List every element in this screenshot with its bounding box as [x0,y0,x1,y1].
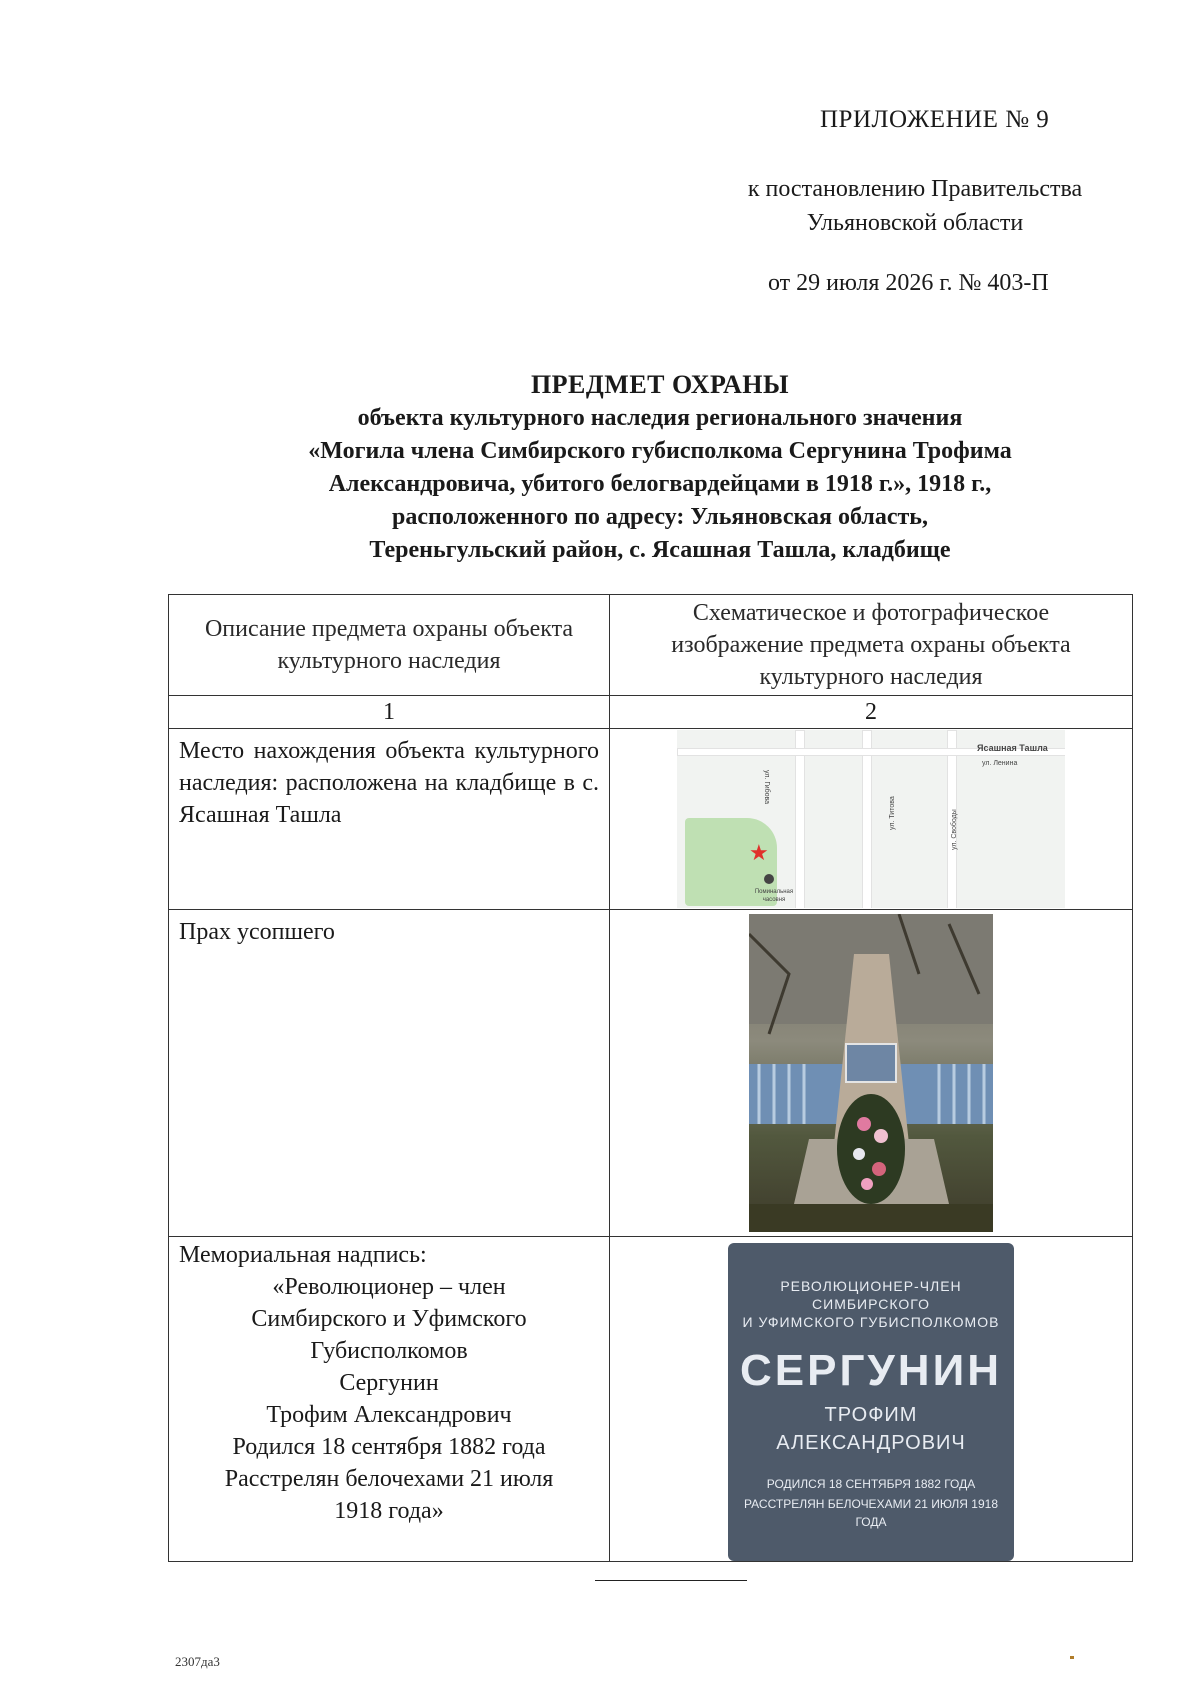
red-star-icon: ★ [749,840,769,865]
inscription-line: Симбирского и Уфимского [251,1306,527,1332]
plaque-surname: СЕРГУНИН [740,1346,1002,1395]
memorial-plaque-photo [728,1243,1014,1561]
chapel-icon [764,874,774,884]
location-map-cell [610,729,1133,910]
table-row [169,729,1133,910]
document-heading [160,368,1160,567]
table-number-row [169,696,1133,729]
plaque-line: РЕВОЛЮЦИОНЕР-ЧЛЕН СИМБИРСКОГО [780,1278,962,1312]
street-road [862,730,872,908]
appendix-subtitle [690,172,1140,240]
street-label: ул. Титова [889,796,896,830]
footer-code: 2307да3 [175,1654,220,1669]
heading-line: Александровича, убитого белогвардейцами в 1918 г.», 1918 г., [328,471,992,497]
heading-line: объекта культурного наследия регионального значения [357,405,963,431]
table-header-description: Описание предмета охраны объекта культурного наследия [169,595,610,696]
protection-table [168,594,1133,1562]
inscription-line: Трофим Александрович [266,1402,512,1428]
location-map [677,730,1065,908]
grave-photo [749,914,993,1232]
heading-line: Тереньгульский район, с. Ясашная Ташла, кладбище [369,537,951,563]
plaque-died: РАССТРЕЛЯН БЕЛОЧЕХАМИ 21 ИЮЛЯ 1918 ГОДА [743,1497,998,1529]
scan-mark [1070,1656,1074,1659]
street-road [795,730,805,908]
heading-line: «Могила члена Симбирского губисполкома Сергунина Трофима [308,438,1012,464]
column-number: 1 [169,696,610,729]
heading-line: расположенного по адресу: Ульяновская область, [392,504,928,530]
table-row [169,1237,1133,1562]
grave-monument-illustration [749,914,993,1232]
inscription-line: Родился 18 сентября 1882 года [232,1434,546,1460]
column-number: 2 [610,696,1133,729]
appendix-title: ПРИЛОЖЕНИЕ № 9 [820,106,1050,133]
inscription-text [169,1271,609,1527]
plaque-name: ТРОФИМ АЛЕКСАНДРОВИЧ [776,1404,966,1454]
remains-description: Прах усопшего [169,910,610,1237]
divider-line [595,1580,747,1581]
appendix-date: от 29 июля 2026 г. № 403-П [768,270,1049,296]
table-header-image: Схематическое и фотографическое изображение предмета охраны объекта культурного наследия [610,595,1133,696]
village-label: Ясашная Ташла [977,743,1048,753]
appendix-subtitle-line1: к постановлению Правительства [747,176,1083,202]
table-row [169,910,1133,1237]
plaque-line: И УФИМСКОГО ГУБИСПОЛКОМОВ [742,1314,1000,1330]
street-label: ул. Свободы [951,809,958,850]
inscription-line: Сергунин [339,1370,439,1396]
chapel-label: Поминальная часовня [754,889,794,903]
street-label: ул. Ленина [982,760,1018,767]
grave-photo-cell [610,910,1133,1237]
inscription-description [169,1237,610,1562]
location-description: Место нахождения объекта культурного наследия: расположена на кладбище в с. Ясашная Ташла [169,729,610,910]
plaque-born: РОДИЛСЯ 18 СЕНТЯБРЯ 1882 ГОДА [766,1477,976,1491]
inscription-line: Расстрелян белочехами 21 июля [224,1466,554,1492]
appendix-subtitle-line2: Ульяновской области [806,210,1024,236]
heading-main: ПРЕДМЕТ ОХРАНЫ [530,370,790,399]
plaque-photo-cell [610,1237,1133,1562]
table-header-row [169,595,1133,696]
street-label: ул. Гибова [763,770,770,805]
inscription-label: Мемориальная надпись: [179,1242,427,1268]
inscription-line: «Революционер – член [272,1274,506,1300]
inscription-line: 1918 года» [334,1498,444,1524]
inscription-line: Губисполкомов [310,1338,468,1364]
